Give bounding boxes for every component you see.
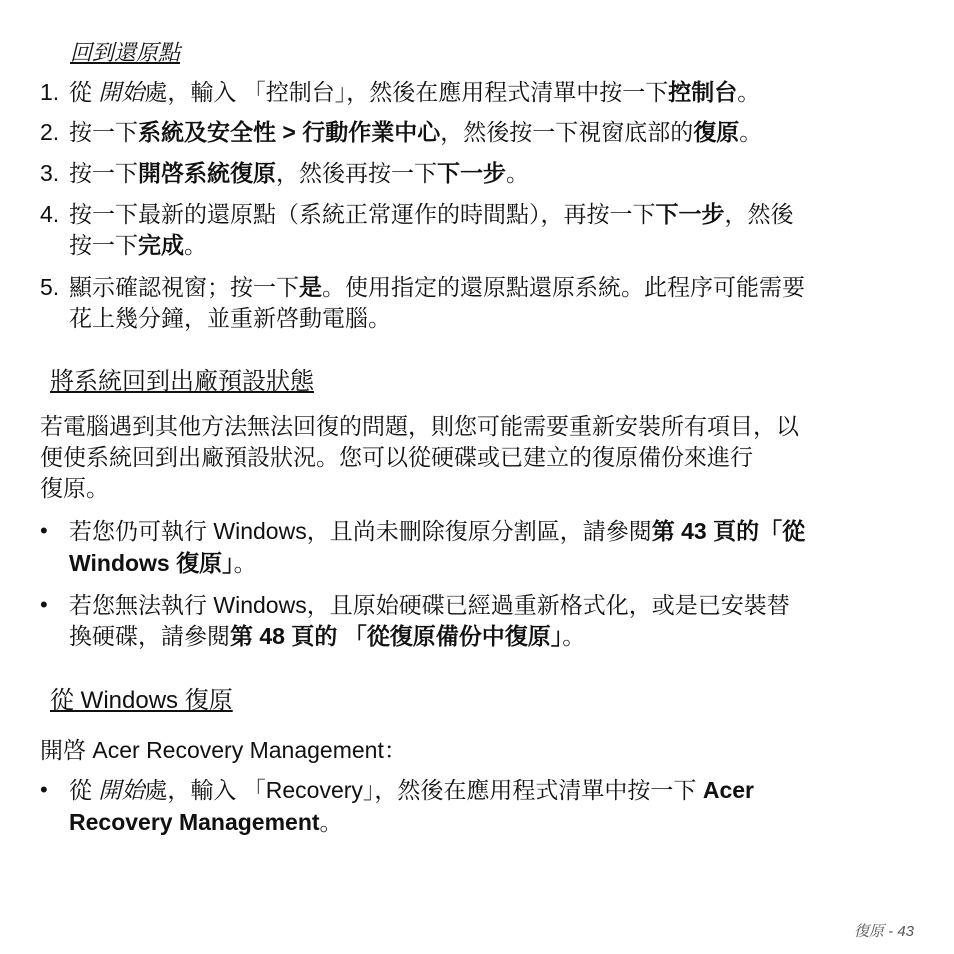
bullet-marker: • — [40, 518, 48, 543]
step-text: ，然後 — [724, 201, 794, 227]
step-text: 從 — [69, 79, 99, 105]
bullet-bold: Acer — [702, 777, 754, 803]
step-3 — [40, 157, 529, 189]
bullet-text: 。 — [562, 623, 586, 649]
step-bold: 下一步 — [655, 201, 725, 227]
step-text: 按一下 — [69, 119, 138, 145]
step-text: ，然後按一下視窗底部的 — [440, 119, 694, 145]
step-4-continued — [69, 229, 207, 261]
bullet-text: 處，輸入 「Recovery」，然後在應用程式清單中按一下 — [144, 777, 703, 803]
step-number: 1. — [40, 79, 60, 105]
page-footer — [854, 920, 914, 941]
windows-restore-bullet — [69, 774, 754, 806]
windows-restore-intro: 開啓 Acer Recovery Management： — [40, 737, 407, 763]
section-heading-factory-reset: 將系統回到出廠預設狀態 — [50, 368, 314, 395]
bullet-text: 換硬碟，請參閱 — [69, 623, 230, 649]
step-emphasis: 開始 — [98, 79, 145, 105]
step-5 — [40, 271, 805, 303]
factory-paragraph-line-3: 復原。 — [40, 475, 109, 501]
step-text: ，然後再按一下 — [276, 160, 437, 186]
bullet-text: 。 — [233, 550, 257, 576]
step-bold: 系統及安全性 > 行動作業中心 — [138, 119, 441, 145]
bullet-marker: • — [40, 592, 48, 617]
cross-reference-link: 第 48 頁的 「從復原備份中復原」 — [230, 623, 563, 649]
step-number: 2. — [40, 119, 60, 145]
step-text: 顯示確認視窗；按一下 — [69, 274, 299, 300]
step-1 — [40, 76, 760, 108]
step-number: 4. — [40, 201, 60, 227]
bullet-text: 若您仍可執行 Windows，且尚未刪除復原分割區，請參閱 — [69, 518, 652, 544]
step-text: 。使用指定的還原點還原系統。此程序可能需要 — [322, 274, 805, 300]
step-text: 。 — [737, 79, 761, 105]
step-number: 3. — [40, 160, 60, 186]
step-text: 。 — [506, 160, 529, 186]
cross-reference-link: Windows 復原」 — [69, 550, 234, 576]
step-text: 按一下最新的還原點（系統正常運作的時間點），再按一下 — [69, 201, 656, 227]
step-text: 處，輸入 「控制台」，然後在應用程式清單中按一下 — [144, 79, 669, 105]
step-text: 。 — [184, 232, 207, 258]
factory-bullet-2: 若您無法執行 Windows，且原始硬碟已經過重新格式化，或是已安裝替 — [69, 592, 790, 618]
step-text: 按一下 — [69, 160, 138, 186]
cross-reference-link: 第 43 頁的「從 — [651, 518, 806, 544]
page-number: 43 — [897, 923, 914, 940]
step-bold: 是 — [299, 274, 322, 300]
step-5-continued: 花上幾分鐘，並重新啓動電腦。 — [69, 305, 391, 331]
factory-paragraph-line-1: 若電腦遇到其他方法無法回復的問題，則您可能需要重新安裝所有項目，以 — [40, 413, 799, 439]
step-bold: 復原 — [693, 119, 740, 145]
factory-bullet-1 — [69, 515, 805, 547]
step-number: 5. — [40, 274, 60, 300]
step-bold: 完成 — [138, 232, 184, 258]
factory-bullet-1-continued — [69, 547, 257, 579]
step-text: 按一下 — [69, 232, 138, 258]
bullet-marker: • — [40, 777, 48, 802]
step-bold: 控制台 — [668, 79, 738, 105]
bullet-text: 。 — [319, 809, 343, 835]
section-title-restore-point: 回到還原點 — [70, 40, 181, 65]
step-4 — [40, 198, 794, 230]
step-2 — [40, 116, 762, 148]
bullet-emphasis: 開始 — [98, 777, 145, 803]
step-bold: 下一步 — [437, 160, 506, 186]
bullet-bold: Recovery Management — [69, 809, 320, 835]
footer-section-name: 復原 - — [853, 923, 898, 940]
step-text: 。 — [739, 119, 763, 145]
factory-bullet-2-continued — [69, 620, 585, 652]
factory-paragraph-line-2: 便使系統回到出廠預設狀況。您可以從硬碟或已建立的復原備份來進行 — [40, 444, 753, 470]
bullet-text: 從 — [69, 777, 99, 803]
windows-restore-bullet-continued — [69, 806, 343, 838]
step-bold: 開啓系統復原 — [138, 160, 276, 186]
section-heading-windows-restore: 從 Windows 復原 — [50, 687, 233, 714]
